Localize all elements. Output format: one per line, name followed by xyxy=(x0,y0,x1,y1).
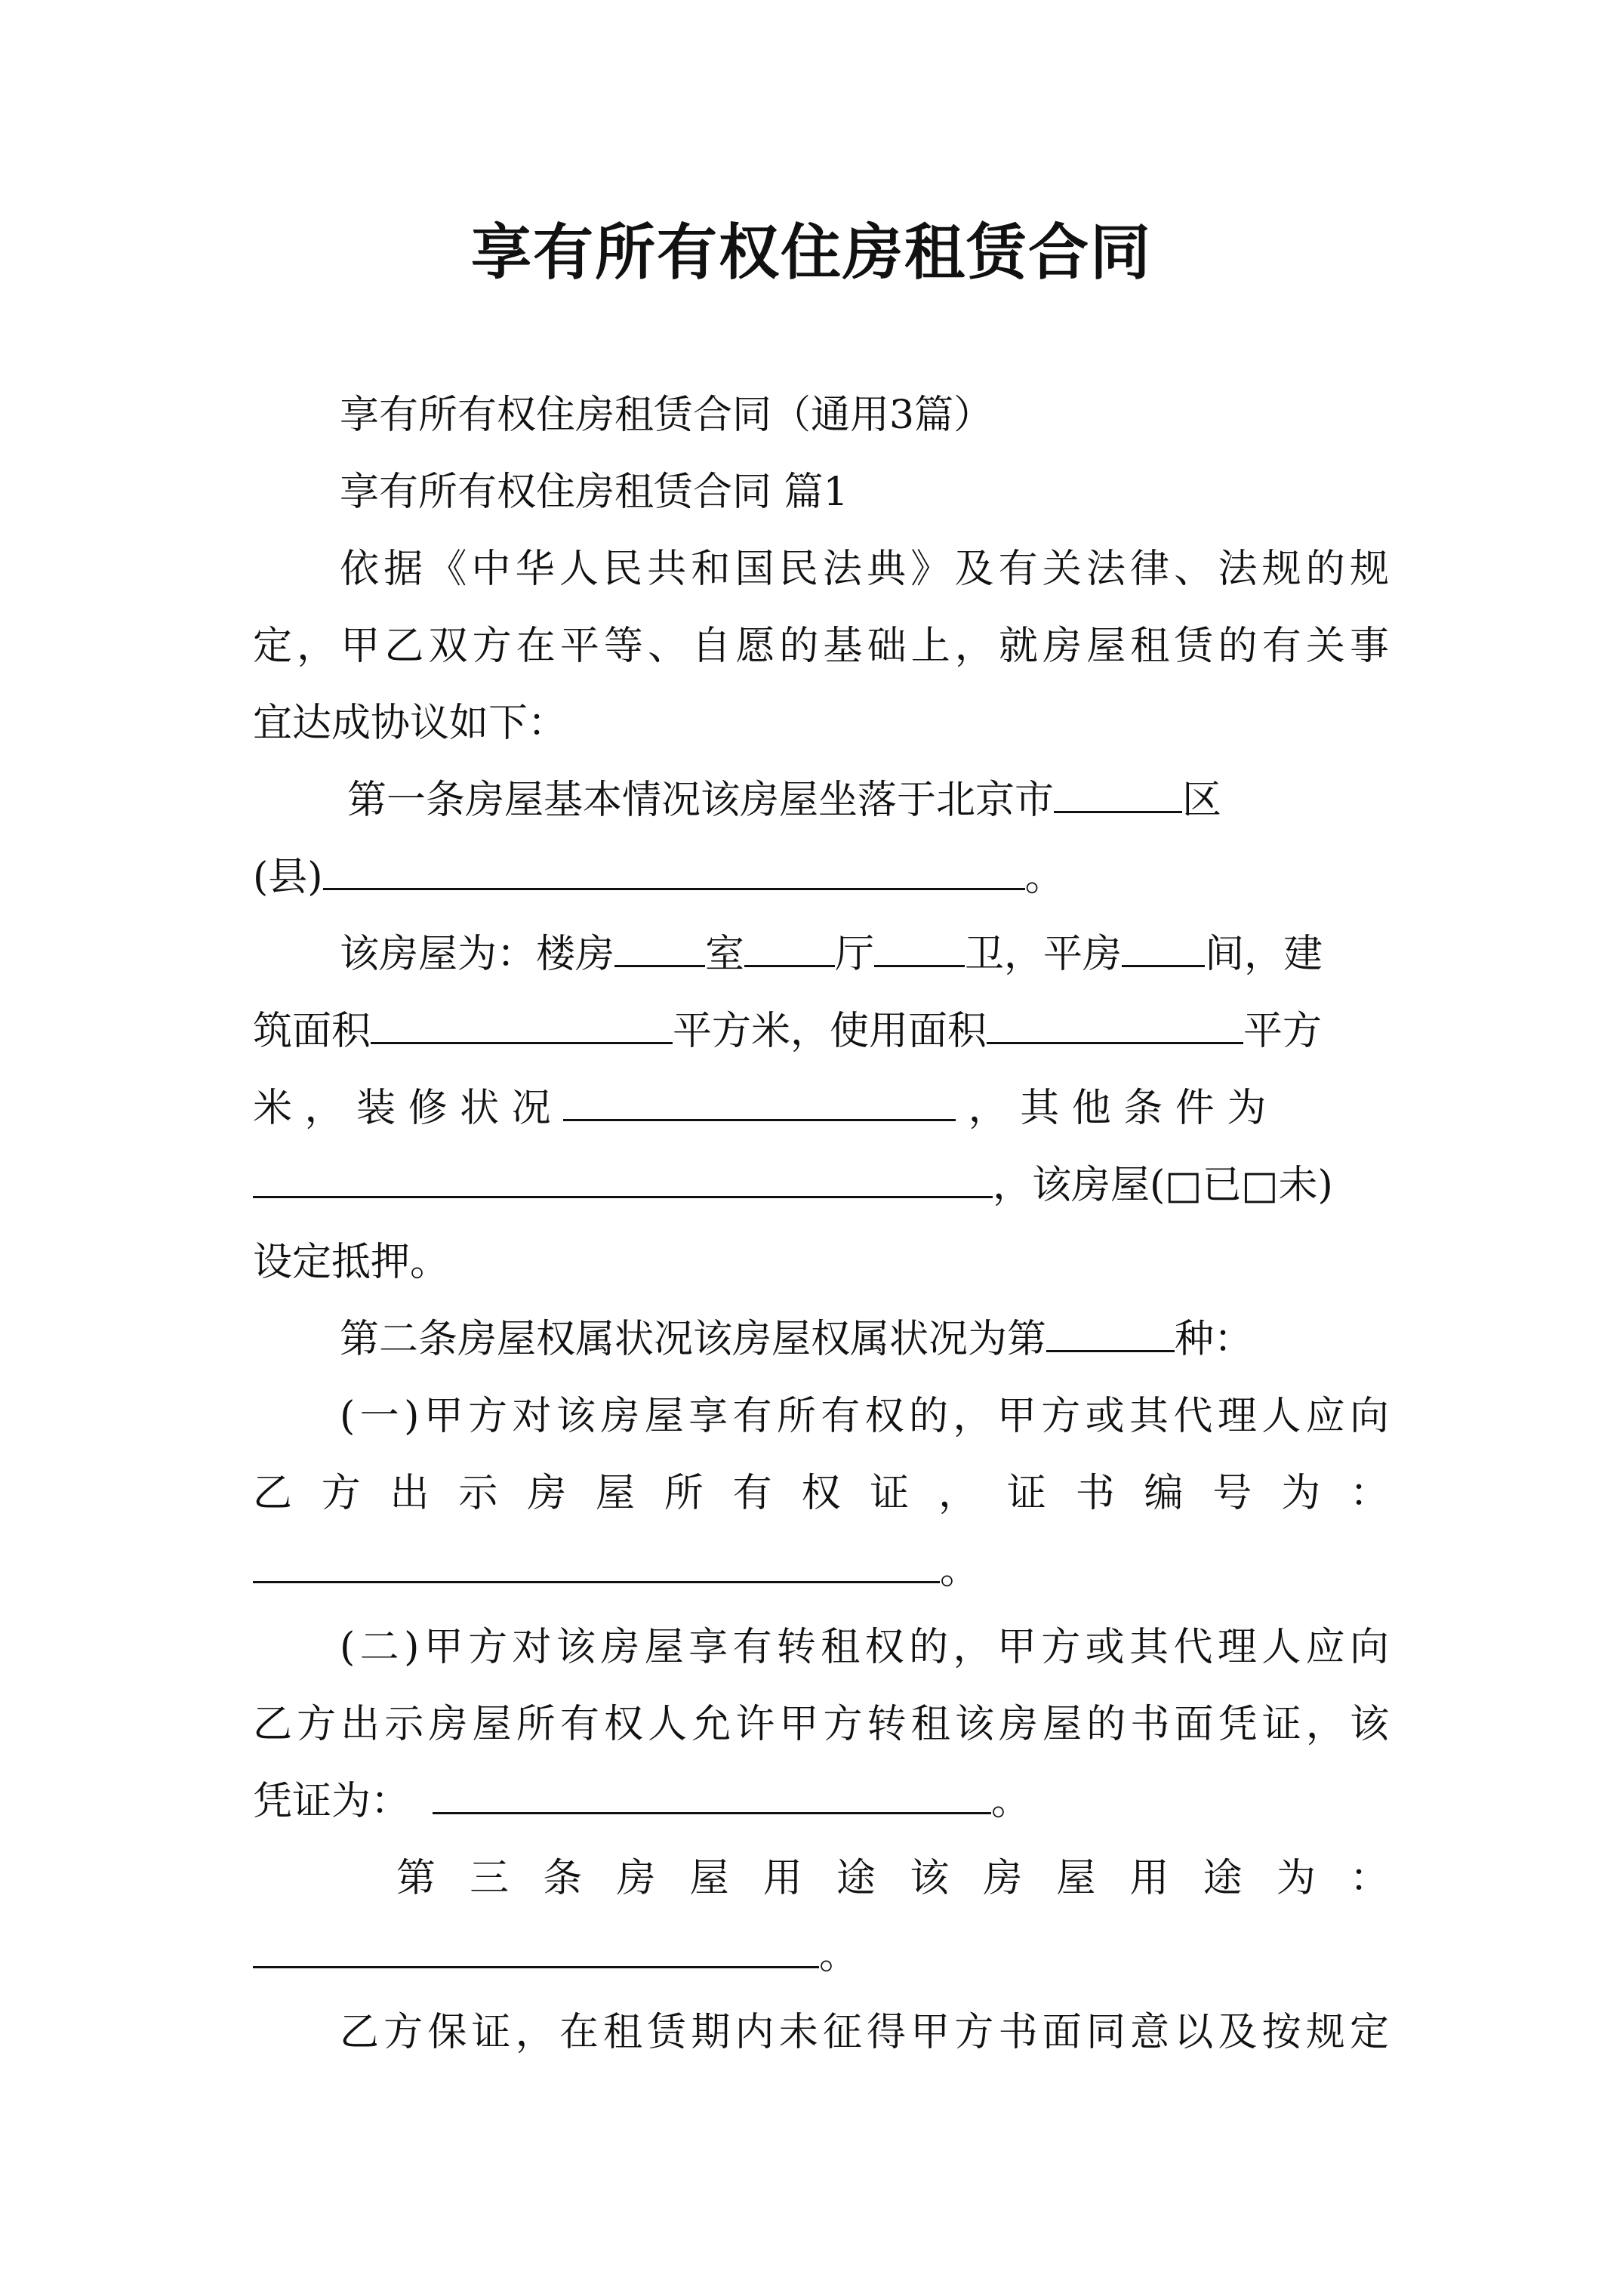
article-2-text: 第二条房屋权属状况该房屋权属状况为第 xyxy=(340,1317,1047,1362)
article-1-line xyxy=(253,850,1064,905)
address-blank xyxy=(323,850,1025,890)
article-2-text: 种： xyxy=(1175,1317,1254,1362)
county-label: (县) xyxy=(253,855,323,900)
mortgage-text: ，该房屋(□已□未) xyxy=(993,1163,1333,1208)
area-line xyxy=(253,1004,1322,1059)
voucher-label: 凭证为： xyxy=(253,1779,411,1824)
area-text: 筑面积 xyxy=(253,1009,371,1054)
section-heading: 享有所有权住房租赁合同 篇1 xyxy=(340,470,848,515)
article-2-line xyxy=(340,1312,1253,1367)
house-type-text: 室 xyxy=(705,932,745,977)
bath-blank xyxy=(874,927,965,967)
house-type-text: 卫，平房 xyxy=(965,932,1123,977)
voucher-line xyxy=(253,1774,1030,1829)
hall-blank xyxy=(744,927,835,967)
house-type-line xyxy=(340,927,1323,982)
certificate-line xyxy=(253,1543,979,1598)
decoration-text: 米 ， 装 修 状 况 xyxy=(253,1086,551,1131)
house-type-text: 该房屋为：楼房 xyxy=(340,932,615,977)
paragraph-line: 定，甲乙双方在平等、自愿的基础上，就房屋租赁的有关事 xyxy=(253,624,1389,669)
district-blank xyxy=(1054,773,1182,813)
district-suffix: 区 xyxy=(1182,778,1222,823)
article-1-text: 第一条房屋基本情况该房屋坐落于北京市 xyxy=(347,778,1055,823)
period: 。 xyxy=(991,1779,1031,1824)
decoration-blank xyxy=(563,1081,956,1121)
area-text: 平方 xyxy=(1243,1009,1323,1054)
subtitle-line: 享有所有权住房租赁合同（通用3篇） xyxy=(340,393,993,438)
ownership-type-blank xyxy=(1046,1312,1175,1352)
mortgage-line xyxy=(253,1158,1333,1213)
voucher-blank xyxy=(433,1774,991,1814)
paragraph-line: 乙方保证，在租赁期内未征得甲方书面同意以及按规定 xyxy=(340,2010,1389,2055)
usage-blank xyxy=(253,1928,819,1968)
paragraph-line: (一)甲方对该房屋享有所有权的，甲方或其代理人应向 xyxy=(340,1394,1389,1439)
period: 。 xyxy=(1024,855,1064,900)
paragraph-line: 乙方出示房屋所有权人允许甲方转租该房屋的书面凭证，该 xyxy=(253,1702,1389,1747)
area-text: 平方米，使用面积 xyxy=(673,1009,987,1054)
house-type-text: 间，建 xyxy=(1205,932,1323,977)
document-title: 享有所有权住房租赁合同 xyxy=(471,217,1152,288)
bungalow-blank xyxy=(1122,927,1205,967)
paragraph-line: 宜达成协议如下： xyxy=(253,701,568,746)
paragraph-line: (二)甲方对该房屋享有转租权的，甲方或其代理人应向 xyxy=(340,1625,1389,1670)
usage-line xyxy=(253,1928,858,1983)
decoration-line xyxy=(253,1081,1266,1136)
room-blank xyxy=(614,927,705,967)
article-1-line xyxy=(347,773,1221,827)
period: 。 xyxy=(940,1548,980,1593)
article-3-line: 第 三 条 房 屋 用 途 该 房 屋 用 途 为 ： xyxy=(396,1856,1389,1901)
certificate-number-blank xyxy=(253,1543,940,1583)
decoration-text: ， 其 他 条 件 为 xyxy=(968,1086,1267,1131)
house-type-text: 厅 xyxy=(835,932,875,977)
paragraph-line: 设定抵押。 xyxy=(253,1240,450,1285)
usable-area-blank xyxy=(987,1004,1243,1044)
period: 。 xyxy=(819,1933,859,1978)
paragraph-line: 依据《中华人民共和国民法典》及有关法律、法规的规 xyxy=(340,547,1389,592)
other-conditions-blank xyxy=(253,1158,993,1198)
paragraph-line: 乙 方 出 示 房 屋 所 有 权 证 ， 证 书 编 号 为 ： xyxy=(253,1471,1389,1516)
building-area-blank xyxy=(371,1004,673,1044)
